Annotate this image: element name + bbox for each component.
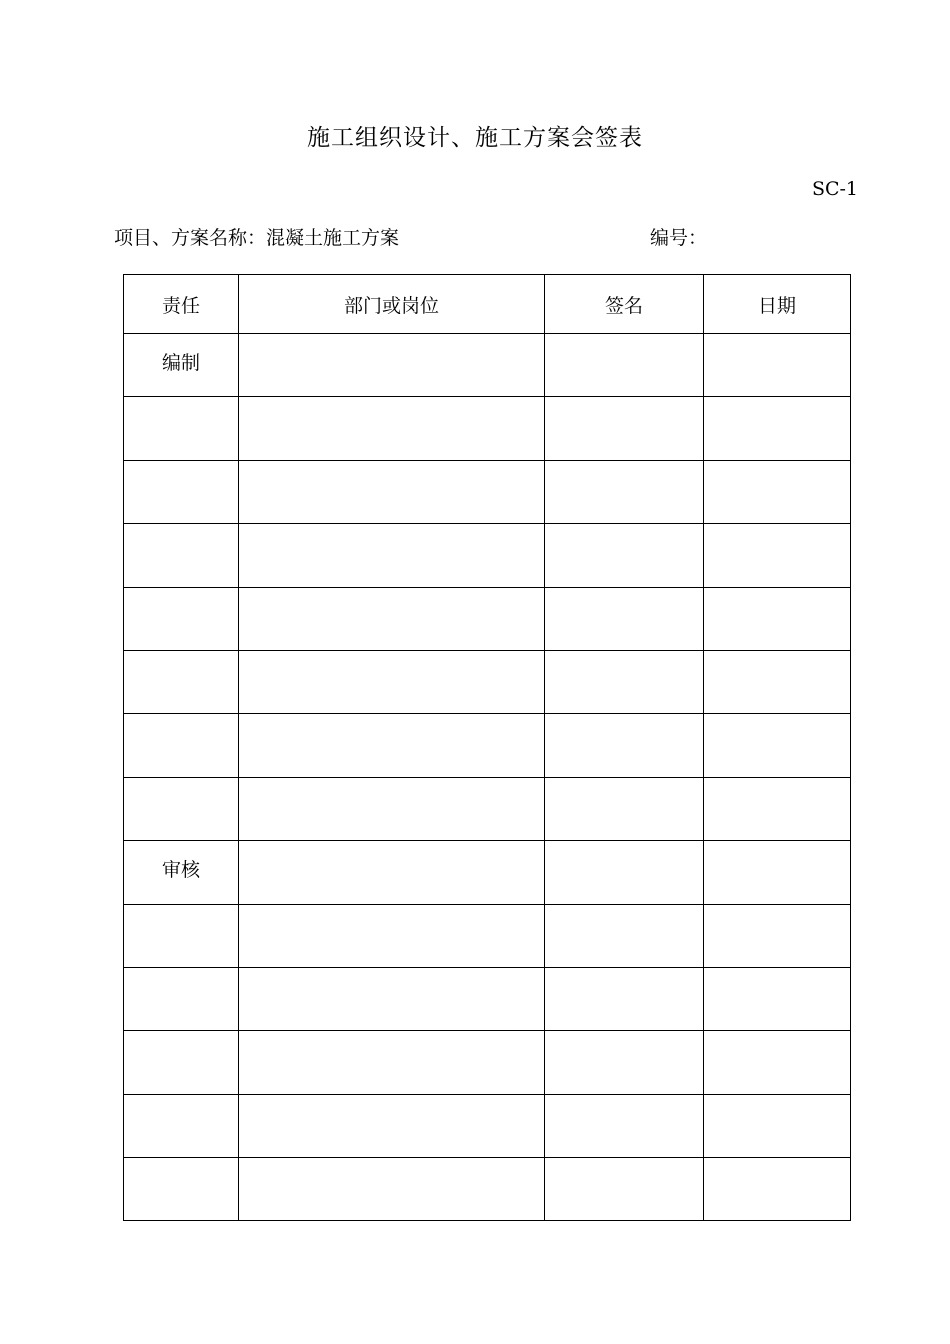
- document-number-label: 编号：: [650, 227, 708, 249]
- cell-date[interactable]: [704, 967, 851, 1030]
- table-header-row: [124, 275, 851, 334]
- table-row: [124, 460, 851, 523]
- table-row: [124, 1031, 851, 1094]
- table-row: [124, 967, 851, 1030]
- table-body: [124, 334, 851, 1221]
- cell-date[interactable]: [704, 650, 851, 713]
- table-row: [124, 397, 851, 460]
- cell-date[interactable]: [704, 397, 851, 460]
- cell-signature[interactable]: [545, 967, 704, 1030]
- table-row: [124, 904, 851, 967]
- cell-responsibility[interactable]: [124, 714, 239, 777]
- cell-department[interactable]: [239, 1158, 545, 1221]
- table-row: [124, 334, 851, 397]
- cell-signature[interactable]: [545, 460, 704, 523]
- cell-department[interactable]: [239, 841, 545, 904]
- cell-department[interactable]: [239, 714, 545, 777]
- cell-department[interactable]: [239, 587, 545, 650]
- cell-signature[interactable]: [545, 714, 704, 777]
- cell-responsibility[interactable]: [124, 904, 239, 967]
- cell-signature[interactable]: [545, 1158, 704, 1221]
- cell-date[interactable]: [704, 1094, 851, 1157]
- cell-responsibility[interactable]: 审核: [124, 841, 239, 904]
- cell-responsibility[interactable]: [124, 524, 239, 587]
- cell-department[interactable]: [239, 1031, 545, 1094]
- cell-signature[interactable]: [545, 334, 704, 397]
- cell-department[interactable]: [239, 777, 545, 840]
- cell-department[interactable]: [239, 524, 545, 587]
- cell-signature[interactable]: [545, 777, 704, 840]
- header-department: 部门或岗位: [239, 275, 545, 334]
- document-number-line: [650, 224, 707, 252]
- cell-date[interactable]: [704, 841, 851, 904]
- cell-date[interactable]: [704, 587, 851, 650]
- cell-responsibility[interactable]: [124, 650, 239, 713]
- cell-date[interactable]: [704, 904, 851, 967]
- cell-department[interactable]: [239, 397, 545, 460]
- cell-department[interactable]: [239, 904, 545, 967]
- table-row: [124, 1158, 851, 1221]
- cell-responsibility[interactable]: [124, 587, 239, 650]
- cell-signature[interactable]: [545, 587, 704, 650]
- cell-date[interactable]: [704, 524, 851, 587]
- cell-responsibility[interactable]: [124, 1031, 239, 1094]
- table-row: [124, 841, 851, 904]
- cell-department[interactable]: [239, 460, 545, 523]
- cell-department[interactable]: [239, 1094, 545, 1157]
- cell-date[interactable]: [704, 1158, 851, 1221]
- table-row: [124, 650, 851, 713]
- header-signature: 签名: [545, 275, 704, 334]
- table-row: [124, 1094, 851, 1157]
- header-responsibility: 责任: [124, 275, 239, 334]
- cell-signature[interactable]: [545, 1094, 704, 1157]
- cell-signature[interactable]: [545, 841, 704, 904]
- cell-date[interactable]: [704, 460, 851, 523]
- cell-responsibility[interactable]: [124, 1094, 239, 1157]
- cell-responsibility[interactable]: [124, 777, 239, 840]
- form-code: SC-1: [811, 178, 858, 200]
- cell-date[interactable]: [704, 334, 851, 397]
- sign-off-table: [123, 274, 851, 1221]
- table-row: [124, 524, 851, 587]
- cell-responsibility[interactable]: [124, 460, 239, 523]
- project-name-line: [114, 224, 399, 252]
- cell-signature[interactable]: [545, 397, 704, 460]
- cell-date[interactable]: [704, 714, 851, 777]
- cell-department[interactable]: [239, 334, 545, 397]
- header-date: 日期: [704, 275, 851, 334]
- cell-date[interactable]: [704, 1031, 851, 1094]
- page-title: 施工组织设计、施工方案会签表: [307, 125, 643, 151]
- cell-responsibility[interactable]: [124, 1158, 239, 1221]
- cell-responsibility[interactable]: 编制: [124, 334, 239, 397]
- table-row: [124, 777, 851, 840]
- cell-department[interactable]: [239, 967, 545, 1030]
- cell-responsibility[interactable]: [124, 397, 239, 460]
- cell-signature[interactable]: [545, 650, 704, 713]
- cell-responsibility[interactable]: [124, 967, 239, 1030]
- table-row: [124, 587, 851, 650]
- cell-signature[interactable]: [545, 524, 704, 587]
- project-name-value: 混凝土施工方案: [266, 227, 400, 249]
- table-row: [124, 714, 851, 777]
- project-name-label: 项目、方案名称：: [114, 227, 267, 249]
- cell-date[interactable]: [704, 777, 851, 840]
- cell-signature[interactable]: [545, 904, 704, 967]
- cell-department[interactable]: [239, 650, 545, 713]
- cell-signature[interactable]: [545, 1031, 704, 1094]
